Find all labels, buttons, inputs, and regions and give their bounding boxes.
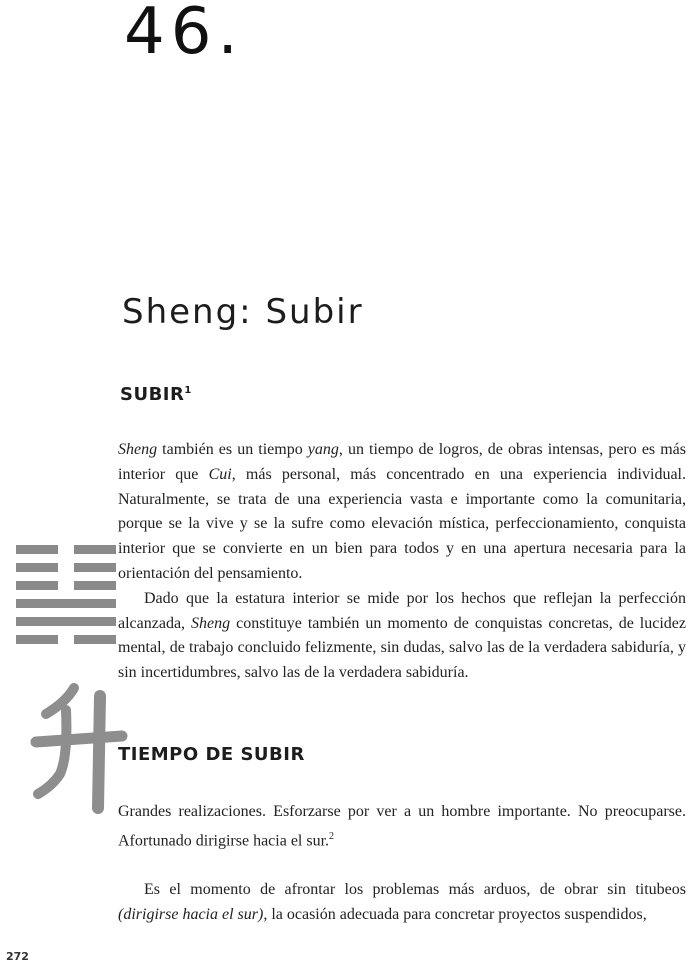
section1-body: [118, 438, 686, 686]
text-run: constituye también un momento de conquistas concretas, de lucidez mental, de trabajo concluido felizmente, sin dudas, salvo las de la verdadera sabiduría, y sin incertidumbres, salvo las de la verdadera sabiduría.: [118, 614, 686, 682]
section1-paragraph-1: [118, 438, 686, 587]
italic-text: Sheng: [118, 441, 158, 458]
hexagram-broken-line: [16, 563, 116, 572]
section-heading-tiempo: TIEMPO DE SUBIR: [118, 744, 305, 765]
section2-paragraph-1-text: Grandes realizaciones. Esforzarse por ver a un hombre importante. No preocuparse. Afortunado dirigirse hacia el sur.: [118, 803, 686, 850]
italic-text: yang: [307, 441, 339, 458]
glyph-stroke-horizontal: [36, 736, 122, 742]
text-run: también es un tiempo: [157, 441, 308, 458]
chapter-number: 46.: [124, 0, 244, 69]
hexagram-broken-line: [16, 545, 116, 554]
hexagram-broken-line: [16, 635, 116, 644]
text-run: Dado que la estatura interior se mide por los hechos que reflejan la perfección alcanzada,: [118, 589, 686, 632]
hexagram-solid-line: [16, 617, 116, 626]
section1-paragraph-2: [118, 587, 686, 686]
section2-paragraph-2: [118, 878, 686, 928]
footnote-marker-2: 2: [329, 830, 335, 842]
italic-text: Cui: [208, 465, 232, 483]
page-number: 272: [6, 950, 29, 963]
text-run: , un tiempo de logros, de obras intensas, pero es más interior que: [118, 441, 686, 483]
chapter-title: Sheng: Subir: [122, 292, 364, 332]
section2-paragraph-1: [118, 800, 686, 854]
hexagram-symbol: [16, 545, 116, 653]
hexagram-solid-line: [16, 599, 116, 608]
glyph-stroke-right: [98, 696, 100, 808]
footnote-marker: 1: [184, 385, 192, 396]
italic-text: Sheng: [191, 614, 231, 632]
section-heading-text: SUBIR: [120, 384, 185, 405]
hexagram-broken-line: [16, 581, 116, 590]
text-run: , la ocasión adecuada para concretar proyectos suspendidos,: [263, 905, 647, 923]
sheng-character-glyph: [22, 676, 132, 818]
section2-body: [118, 800, 686, 928]
text-run: Es el momento de afrontar los problemas más arduos, de obrar sin titubeos: [144, 880, 686, 898]
section-heading-subir: [120, 384, 192, 405]
glyph-stroke-left: [38, 710, 66, 794]
italic-text: (dirigirse hacia el sur): [118, 905, 264, 923]
text-run: , más personal, más concentrado en una experiencia individual. Naturalmente, se trata de una experiencia vasta e importante como la comunitaria, porque se la vive y se la sufre como elevación mística, perfeccionamiento, conquista interior que se convierte en un bien para todos y en una apertura necesaria para la orientación del pensamiento.: [118, 465, 686, 582]
